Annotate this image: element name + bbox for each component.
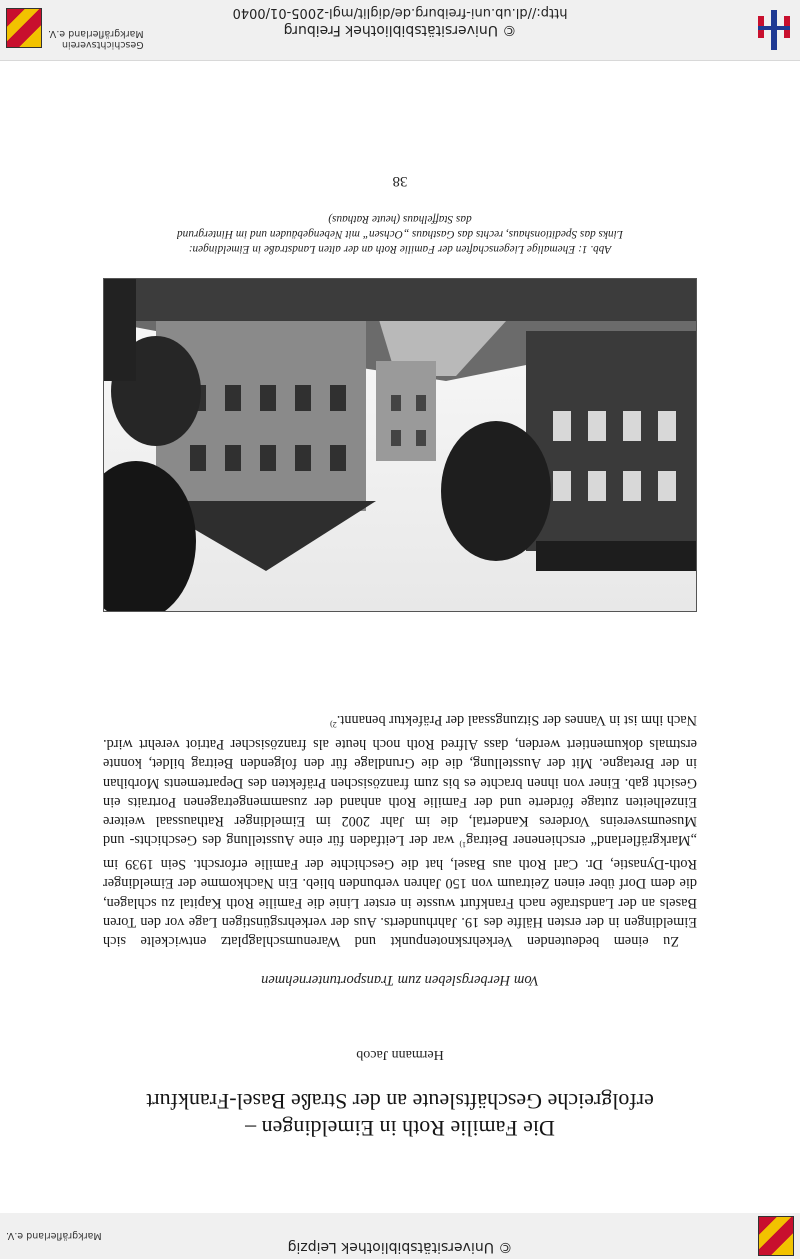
figure-caption-line-2: Links das Speditionshaus, rechts das Gasthaus „Ochsen“ mit Nebengebäuden und im Hintergrund (177, 228, 624, 240)
figure-caption-line-1: Abb. 1: Ehemalige Liegenschaften der Familie Roth an der alten Landstraße in Eimeldingen: (188, 243, 612, 255)
society-shield-icon-main (6, 8, 42, 48)
page-number: 38 (392, 173, 408, 189)
street-photo (103, 278, 697, 612)
body-paragraph-part-2: war der Leitfaden für eine Ausstellung des Geschichts- und Museumsvereins Vorderes Kandertal, die im Jahr 2002 im Eimeldinger Rathaussaal weitere Einzelheiten zutage förderte und der Familie Roth anhand der zusammengetragenen Portraits ein Gesicht gab. Einer von ihnen brachte es bis zum französischen Präfekten des Departements Morbihan in der Bretagne. Mit der Ausstellung, die die Grundlage für den folgenden Beitrag bildet, konnte erstmals dokumentiert werden, dass Alfred Roth noch heute als französischer Patriot verehrt wird. Nach ihm ist in Vannes der Sitzungssaal der Präfektur benannt. (103, 712, 697, 849)
street-photo-drawing (103, 278, 696, 611)
society-name-line-1: Geschichtsverein (61, 39, 144, 50)
society-name-line-2: Markgräflerland e.V. (48, 28, 144, 39)
society-name: Markgräflerland e.V. (6, 1230, 102, 1241)
figure-caption-line-3: das Staffelhaus (heute Rathaus) (328, 213, 472, 225)
footnote-ref-1[interactable]: 1) (459, 839, 467, 849)
permalink-url[interactable]: http://dl.ub.uni-freiburg.de/diglit/mgl-2005-01/0040 (232, 5, 568, 20)
repository-footer-band (0, 1213, 800, 1259)
footnote-ref-2[interactable]: 2) (330, 720, 337, 729)
body-paragraph-part-1: Zu einem bedeutenden Verkehrsknotenpunkt und Warenumschlagplatz entwickelte sich Eimeldingen in der ersten Hälfte des 19. Jahrhunderts. Aus der verkehrsgünstigen Lage vor den Toren Basels an der Landstraße nach Frankfurt wusste in erster Linie die Familie Roth Kapital zu schlagen, die dem Dorf über einen Zeitraum von 150 Jahren verbunden blieb. Ein Nachkomme der Eimeldinger Roth-Dynastie, Dr. Carl Roth aus Basel, hat die Geschichte der Familie erforscht. Sein 1939 im „Markgräflerland“ erschienener Beitrag (103, 832, 697, 949)
article-author: Hermann Jacob (356, 1047, 444, 1062)
copyright-line: © Universitätsbibliothek Leipzig (287, 1239, 513, 1255)
body-paragraph (103, 710, 697, 950)
section-heading: Vom Herbergsleben zum Transportunternehmen (261, 972, 539, 988)
society-name-block (48, 28, 144, 50)
repository-header-band (0, 0, 800, 61)
article-title-line-2: erfolgreiche Geschäftsleute an der Straße Basel-Frankfurt (146, 1089, 654, 1114)
article-title-line-1: Die Familie Roth in Eimeldingen – (245, 1116, 555, 1141)
copyright-notice: © Universitätsbibliothek Freiburg (283, 22, 517, 38)
